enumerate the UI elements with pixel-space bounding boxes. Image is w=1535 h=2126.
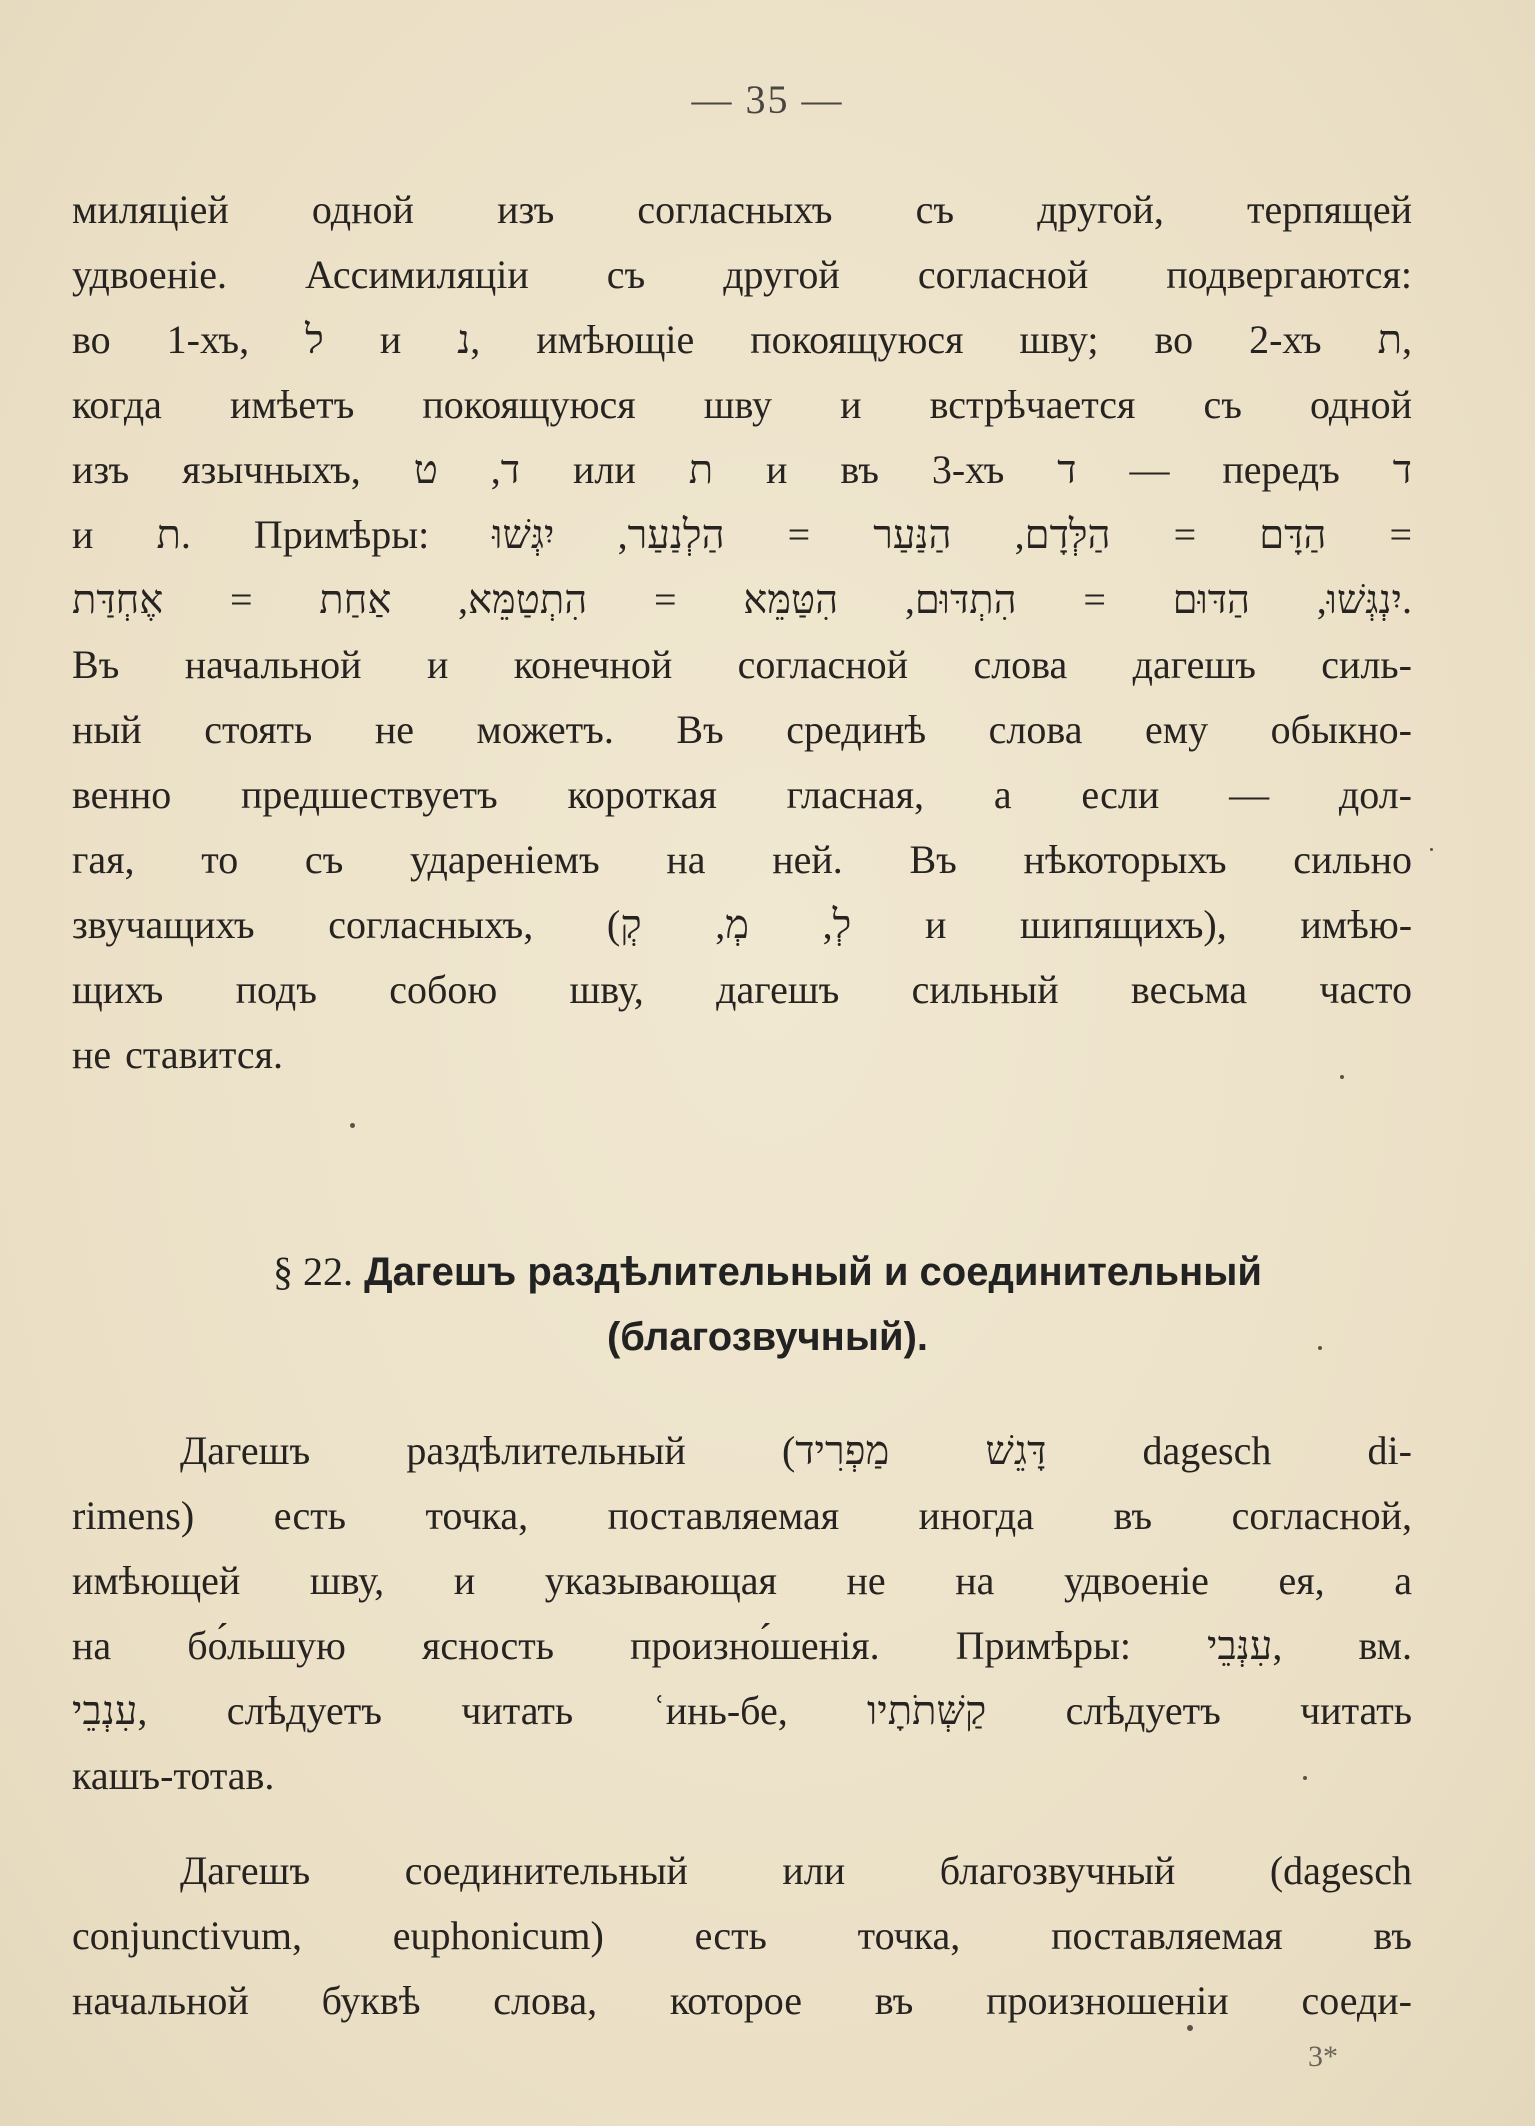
paper-speck bbox=[1340, 1075, 1344, 1079]
text-line: rimens) есть точка, поставляемая иногда въ согласной, bbox=[72, 1493, 1412, 1538]
paragraph-dagesh-dirimens bbox=[72, 1418, 1412, 1808]
paper-speck bbox=[1187, 2025, 1193, 2031]
text-line: Дагешъ раздѣлительный (דָּגֵשׁ מַפְרִיד dagesch di- bbox=[180, 1428, 1412, 1473]
paper-speck bbox=[1303, 1776, 1307, 1780]
text-line: не ставится. bbox=[72, 1032, 284, 1077]
text-line: венно предшествуетъ короткая гласная, а если — дол- bbox=[72, 772, 1412, 817]
text-line: гая, то съ удареніемъ на ней. Въ нѣкоторыхъ сильно bbox=[72, 837, 1412, 882]
text-line: начальной буквѣ слова, которое въ произношеніи соеди- bbox=[72, 1978, 1412, 2023]
section-subtitle: (благозвучный). bbox=[606, 1315, 928, 1359]
text-line: миляціей одной изъ согласныхъ съ другой, терпящей bbox=[72, 187, 1412, 232]
text-line: на бо́льшую ясность произно́шенія. Примѣры: עִנְּבֵי, вм. bbox=[72, 1623, 1412, 1668]
text-line: Дагешъ соединительный или благозвучный (dagesch bbox=[180, 1848, 1412, 1893]
text-line: conjunctivum, euphonicum) есть точка, поставляемая въ bbox=[72, 1913, 1412, 1958]
text-line: Въ начальной и конечной согласной слова дагешъ силь- bbox=[72, 642, 1412, 687]
paper-speck bbox=[350, 1123, 355, 1128]
text-line: עִנְבֵי, слѣдуетъ читать ʿинь-бе, קַשְּׁתֹתָיו слѣдуетъ читать bbox=[72, 1688, 1412, 1733]
section-heading bbox=[0, 1240, 1535, 1304]
text-line: יִנְגְּשׁוּ, הַדּוּם = הִתְדּוּם, הִטַּמֵּא = הִתְטַמֵּא, אַחַת = אֶחְדַּת. bbox=[72, 577, 1412, 622]
text-line: изъ язычныхъ, ד, ט или ת и въ 3-хъ ד — передъ ד bbox=[72, 447, 1412, 492]
section-number: § 22. bbox=[273, 1249, 354, 1294]
paragraph-assimilation bbox=[72, 177, 1412, 1087]
paper-speck bbox=[1430, 848, 1433, 851]
signature-mark: 3* bbox=[1308, 2040, 1338, 2073]
text-line: имѣющей шву, и указывающая не на удвоеніе ея, а bbox=[72, 1558, 1412, 1603]
paper-speck bbox=[1318, 1346, 1322, 1350]
text-line: кашъ-тотав. bbox=[72, 1753, 275, 1798]
page-number: — 35 — bbox=[691, 77, 844, 122]
text-line: когда имѣетъ покоящуюся шву и встрѣчается съ одной bbox=[72, 382, 1412, 427]
section-title: Дагешъ раздѣлительный и соединительный bbox=[364, 1250, 1262, 1294]
text-line: во 1-хъ, ל и נ, имѣющіе покоящуюся шву; во 2-хъ ת, bbox=[72, 317, 1412, 362]
text-line: и ת. Примѣры: הַדָּם = הַלְּדָם, הַנַּעַר = הַלְנַעַר, יִגְּשׁוּ = bbox=[72, 512, 1413, 557]
text-line: ный стоять не можетъ. Въ срединѣ слова ему обыкно- bbox=[72, 707, 1412, 752]
text-line: звучащихъ согласныхъ, (לְ, מְ, קְ и шипящихъ), имѣю- bbox=[72, 902, 1413, 947]
text-line: удвоеніе. Ассимиляціи съ другой согласной подвергаются: bbox=[72, 252, 1412, 297]
paragraph-dagesh-conjunctivum bbox=[72, 1838, 1412, 2033]
text-line: щихъ подъ собою шву, дагешъ сильный весьма часто bbox=[72, 967, 1412, 1012]
